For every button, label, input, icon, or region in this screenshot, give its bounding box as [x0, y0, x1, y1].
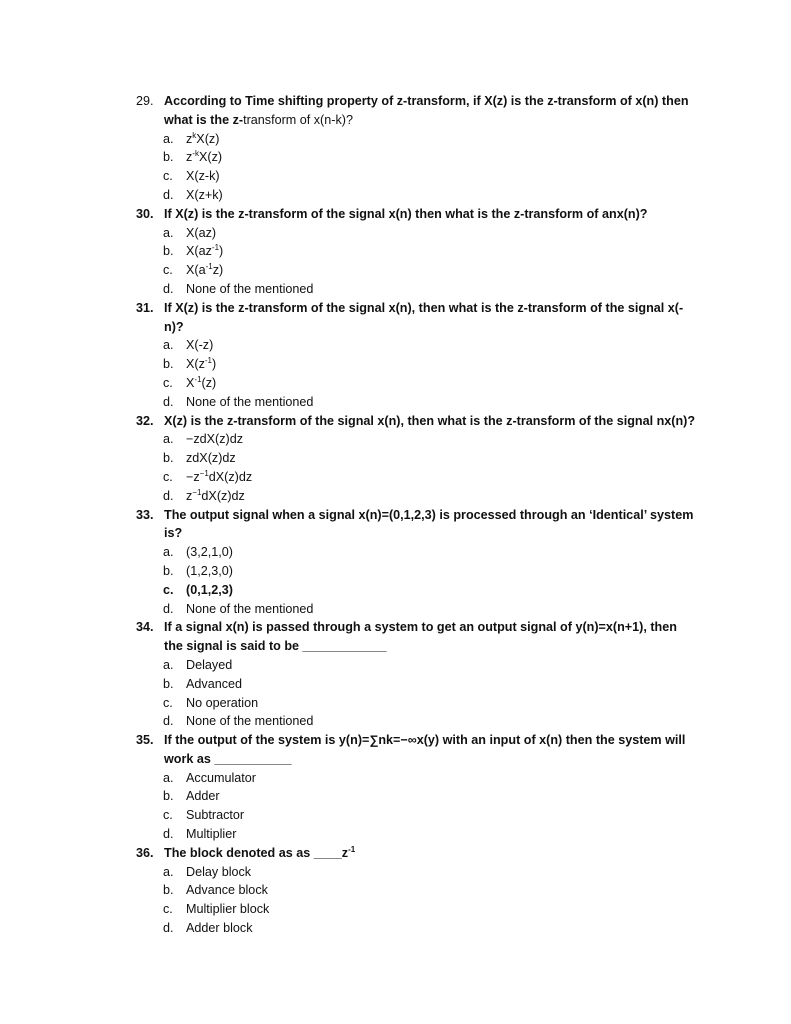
question-stem: [136, 412, 696, 431]
option-letter: d.: [163, 281, 174, 296]
option-list: [136, 543, 696, 618]
option-text: X(z+k): [186, 187, 223, 202]
option-letter: b.: [163, 244, 174, 259]
option-letter: a.: [163, 338, 174, 353]
option-item: [136, 806, 696, 825]
question-block: [136, 844, 696, 938]
option-letter: a.: [163, 545, 174, 560]
option-list: [136, 656, 696, 731]
option-letter: d.: [163, 714, 174, 729]
option-item-highlighted: [136, 581, 696, 600]
option-list: [136, 863, 696, 938]
option-text: Adder: [186, 789, 220, 804]
question-text: X(z) is the z-transform of the signal x(n), then what is the z-transform of the signal nx(n)?: [164, 413, 696, 428]
option-text: $X^{-1}(z)$: [186, 374, 217, 390]
option-text: X(z-k): [186, 169, 220, 184]
option-letter: d.: [163, 921, 174, 936]
option-text: None of the mentioned: [186, 714, 314, 729]
option-text: $X(z^{-1})$: [186, 356, 217, 372]
option-item: [136, 224, 696, 243]
question-block: [136, 731, 696, 844]
option-text: Accumulator: [186, 770, 256, 785]
option-text: No operation: [186, 695, 259, 710]
option-letter: d.: [163, 601, 174, 616]
option-item: [136, 130, 696, 149]
option-list: [136, 336, 696, 411]
option-text: $z^{-k}X(z)$: [186, 149, 223, 165]
option-item: [136, 167, 696, 186]
option-item: [136, 787, 696, 806]
option-item: [136, 280, 696, 299]
question-stem: [136, 844, 696, 863]
option-item: [136, 336, 696, 355]
question-stem: [136, 506, 696, 544]
option-item: [136, 825, 696, 844]
question-number: 29.: [136, 94, 154, 108]
option-letter: a.: [163, 131, 174, 146]
question-text: The output signal when a signal x(n)=(0,1,2,3) is processed through an ‘Identical’ system is?: [164, 507, 694, 541]
option-list: [136, 769, 696, 844]
option-letter: b.: [163, 676, 174, 691]
option-text: X(-z): [186, 338, 214, 353]
option-item: [136, 712, 696, 731]
question-number: 35.: [136, 733, 154, 748]
option-item: [136, 148, 696, 167]
option-letter: b.: [163, 451, 174, 466]
option-list: [136, 130, 696, 205]
option-letter: a.: [163, 225, 174, 240]
option-item: [136, 449, 696, 468]
option-item: [136, 919, 696, 938]
question-number: 36.: [136, 845, 154, 860]
option-item: [136, 186, 696, 205]
option-text: Subtractor: [186, 808, 245, 823]
question-stem: [136, 299, 696, 337]
question-text: If a signal x(n) is passed through a system to get an output signal of y(n)=x(n+1), then the signal is said to be ____________: [164, 620, 677, 654]
option-letter: a.: [163, 432, 174, 447]
option-text: $z^kX(z)$: [186, 130, 220, 146]
option-letter: c.: [163, 263, 173, 278]
option-text: None of the mentioned: [186, 394, 314, 409]
option-item: [136, 881, 696, 900]
option-item: [136, 656, 696, 675]
option-item: [136, 355, 696, 374]
option-text: $z^{-1}dX(z)dz$: [186, 487, 245, 503]
option-letter: d.: [163, 827, 174, 842]
option-letter: b.: [163, 357, 174, 372]
question-stem: [136, 92, 696, 130]
question-number: 31.: [136, 300, 154, 315]
option-text: Multiplier block: [186, 902, 270, 917]
option-letter: a.: [163, 864, 174, 879]
option-item: [136, 374, 696, 393]
option-text: Multiplier: [186, 827, 237, 842]
option-letter: d.: [163, 187, 174, 202]
question-block: [136, 506, 696, 619]
option-letter: d.: [163, 488, 174, 503]
option-letter: b.: [163, 563, 174, 578]
option-item: [136, 694, 696, 713]
option-text: (0,1,2,3): [186, 582, 233, 597]
option-letter: b.: [163, 789, 174, 804]
question-block: [136, 618, 696, 731]
option-list: [136, 224, 696, 299]
question-number: 33.: [136, 507, 154, 522]
question-block: [136, 299, 696, 412]
option-text: None of the mentioned: [186, 281, 314, 296]
option-item: [136, 242, 696, 261]
option-letter: c.: [163, 808, 173, 823]
option-text: $-z^{-1}dX(z)dz$: [186, 468, 253, 484]
option-text: Delayed: [186, 657, 233, 672]
option-letter: c.: [163, 902, 173, 917]
option-letter: b.: [163, 883, 174, 898]
option-letter: c.: [163, 169, 173, 184]
option-text: Delay block: [186, 864, 252, 879]
option-item: [136, 600, 696, 619]
option-item: [136, 543, 696, 562]
option-item: [136, 393, 696, 412]
option-item: [136, 487, 696, 506]
question-stem: [136, 731, 696, 769]
question-number: 34.: [136, 620, 154, 635]
option-text: $X(az^{-1})$: [186, 243, 224, 259]
option-letter: c.: [163, 582, 174, 597]
question-list: [136, 92, 696, 938]
option-letter: c.: [163, 375, 173, 390]
question-text: According to Time shifting property of z-transform, if X(z) is the z-transform of x(n) then what is the z-transform of x(n-k)?: [164, 94, 689, 127]
option-item: [136, 769, 696, 788]
option-text: Adder block: [186, 921, 253, 936]
option-letter: c.: [163, 695, 173, 710]
option-list: [136, 430, 696, 505]
question-text: If X(z) is the z-transform of the signal x(n) then what is the z-transform of anx(n)?: [164, 206, 648, 221]
option-letter: a.: [163, 770, 174, 785]
option-item: [136, 468, 696, 487]
option-item: [136, 562, 696, 581]
option-letter: c.: [163, 469, 173, 484]
option-text: $X(a^{-1}z)$: [186, 262, 224, 278]
option-text: Advanced: [186, 676, 243, 691]
question-stem: [136, 205, 696, 224]
question-block: [136, 412, 696, 506]
option-item: [136, 675, 696, 694]
option-letter: d.: [163, 394, 174, 409]
option-letter: b.: [163, 150, 174, 165]
question-stem: [136, 618, 696, 656]
question-block: [136, 205, 696, 299]
option-text: X(az): [186, 225, 217, 240]
question-block: [136, 92, 696, 205]
option-item: [136, 900, 696, 919]
option-item: [136, 430, 696, 449]
option-item: [136, 863, 696, 882]
option-letter: a.: [163, 657, 174, 672]
option-text: None of the mentioned: [186, 601, 314, 616]
option-text: (3,2,1,0): [186, 545, 233, 560]
question-text: The block denoted as as $\_\_\_\_z^{-1}$: [164, 844, 356, 860]
option-text: −zdX(z)dz: [186, 432, 244, 447]
option-text: (1,2,3,0): [186, 563, 233, 578]
option-item: [136, 261, 696, 280]
question-number: 32.: [136, 413, 154, 428]
question-text: If X(z) is the z-transform of the signal x(n), then what is the z-transform of the signal x(-n)?: [164, 300, 684, 334]
option-text: zdX(z)dz: [186, 451, 236, 466]
question-text: If the output of the system is y(n)=∑nk=−∞x(y) with an input of x(n) then the system will work as ___________: [164, 733, 686, 766]
option-text: Advance block: [186, 883, 268, 898]
question-number: 30.: [136, 206, 154, 221]
